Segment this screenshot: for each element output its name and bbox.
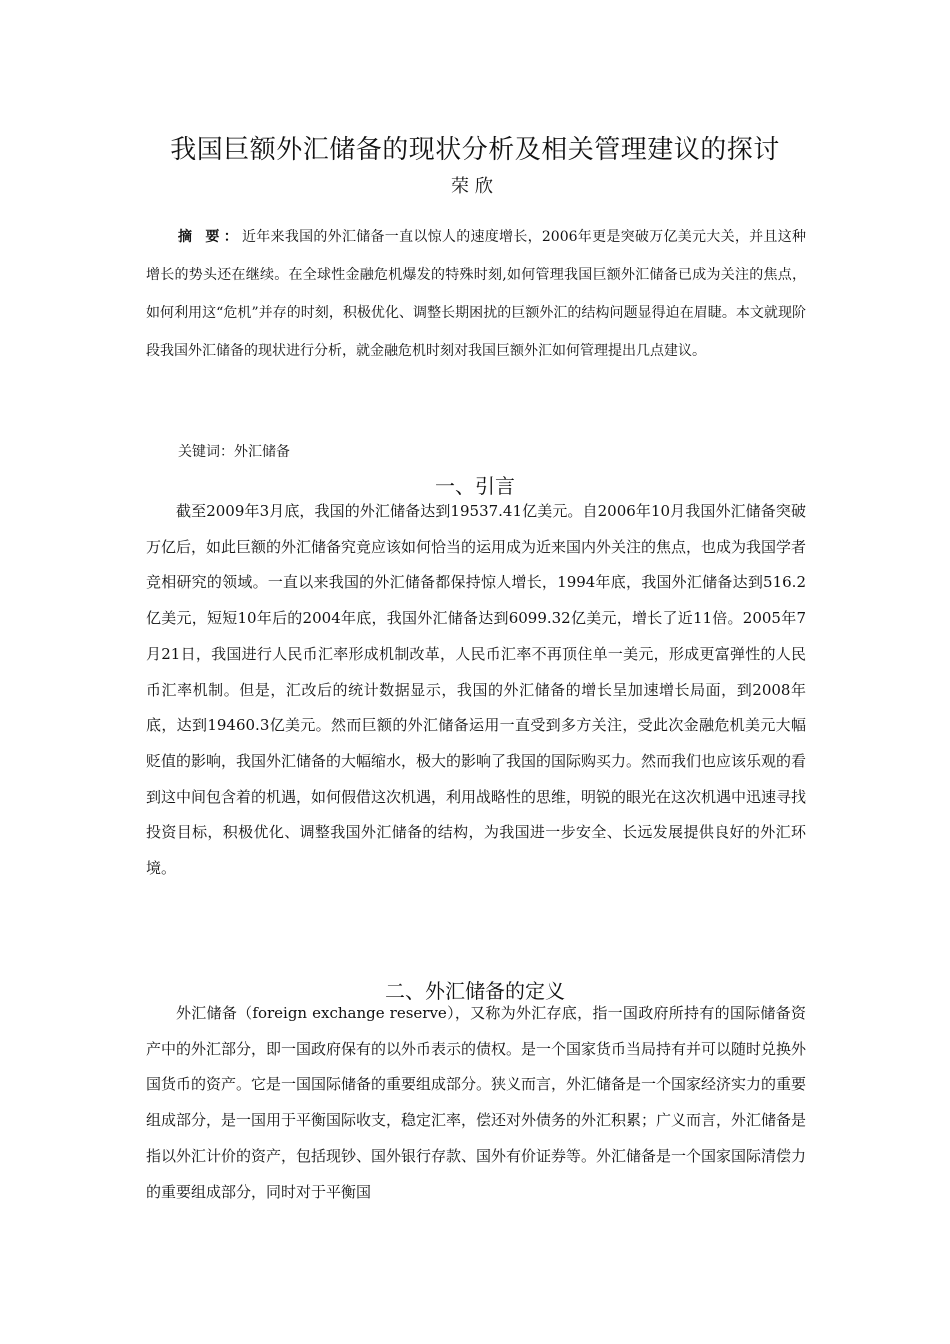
keywords-label: 关键词： xyxy=(178,444,234,460)
section-heading-definition: 二、外汇储备的定义 xyxy=(385,979,565,1003)
abstract-label: 摘 要： xyxy=(178,229,242,245)
section-paragraph-definition: 外汇储备（foreign exchange reserve），又称为外汇存底，指一国政府所持有的国际储备资产中的外汇部分，即一国政府保有的以外币表示的债权。是一个国家货币当局持有并可以随时兑换外国货币的资产。它是一国国际储备的重要组成部分。狭义而言，外汇储备是一个国家经济实力的重要组成部分，是一国用于平衡国际收支，稳定汇率，偿还对外债务的外汇积累；广义而言，外汇储备是指以外汇计价的资产，包括现钞、国外银行存款、国外有价证券等。外汇储备是一个国家国际清偿力的重要组成部分，同时对于平衡国 xyxy=(146,1004,807,1201)
keywords-block xyxy=(178,437,798,467)
author-name: 荣欣 xyxy=(451,176,499,197)
section-heading-introduction: 一、引言 xyxy=(435,474,515,498)
abstract-text: 近年来我国的外汇储备一直以惊人的速度增长，2006年更是突破万亿美元大关，并且这种增长的势头还在继续。在全球性金融危机爆发的特殊时刻,如何管理我国巨额外汇储备已成为关注的焦点，如何利用这“危机”并存的时刻，积极优化、调整长期困扰的巨额外汇的结构问题显得迫在眉睫。本文就现阶段我国外汇储备的现状进行分析，就金融危机时刻对我国巨额外汇如何管理提出几点建议。 xyxy=(146,229,806,359)
keywords-text: 外汇储备 xyxy=(234,444,290,460)
paper-title: 我国巨额外汇储备的现状分析及相关管理建议的探讨 xyxy=(170,135,780,165)
section-paragraph-introduction: 截至2009年3月底，我国的外汇储备达到19537.41亿美元。自2006年10月我国外汇储备突破万亿后，如此巨额的外汇储备究竟应该如何恰当的运用成为近来国内外关注的焦点，也成为我国学者竞相研究的领域。一直以来我国的外汇储备都保持惊人增长，1994年底，我国外汇储备达到516.2亿美元，短短10年后的2004年底，我国外汇储备达到6099.32亿美元，增长了近11倍。2005年7月21日，我国进行人民币汇率形成机制改革，人民币汇率不再顶住单一美元，形成更富弹性的人民币汇率机制。但是，汇改后的统计数据显示，我国的外汇储备的增长呈加速增长局面，到2008年底，达到19460.3亿美元。然而巨额的外汇储备运用一直受到多方关注，受此次金融危机美元大幅贬值的影响，我国外汇储备的大幅缩水，极大的影响了我国的国际购买力。然而我们也应该乐观的看到这中间包含着的机遇，如何假借这次机遇，利用战略性的思维，明锐的眼光在这次机遇中迅速寻找投资目标，积极优化、调整我国外汇储备的结构，为我国进一步安全、长远发展提供良好的外汇环境。 xyxy=(146,502,807,878)
abstract-block xyxy=(146,218,806,370)
